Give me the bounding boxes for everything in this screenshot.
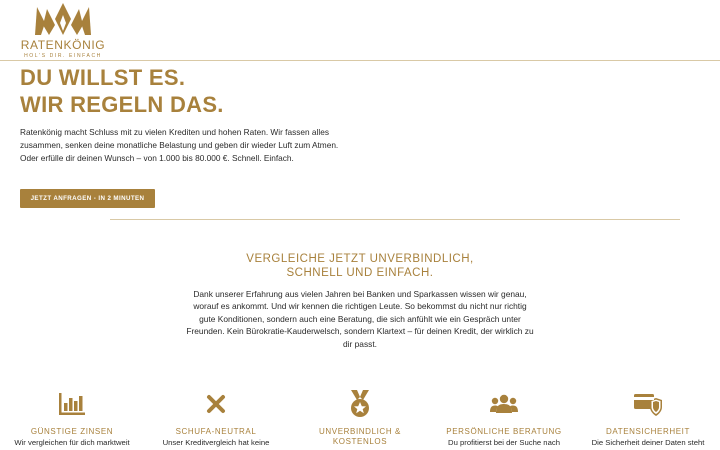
medal-icon [348,390,372,418]
feature-title: GÜNSTIGE ZINSEN [30,427,114,436]
section-divider [110,219,680,220]
site-header [0,0,720,61]
hero-heading-line1: DU WILLST ES. [20,65,186,90]
hero-heading [20,64,224,118]
feature-title: DATENSICHERHEIT [606,427,690,436]
hero-heading-line2: WIR REGELN DAS. [20,92,224,117]
feature-personal-advice [432,391,576,448]
feature-low-interest [0,391,144,448]
feature-description: Wir vergleichen für dich marktweit [14,438,130,447]
feature-schufa-neutral [144,391,288,448]
cross-icon [206,394,226,414]
feature-description: Du profitierst bei der Suche nach [448,438,560,447]
feature-title: PERSÖNLICHE BERATUNG [446,427,562,436]
compare-text: Dank unserer Erfahrung aus vielen Jahren bei Banken und Sparkassen wissen wir genau, worauf es ankommt. Und wir kennen die richtigen Leute. So bekommst du nicht nur richtig gute Konditionen, sondern auch eine Beratung, die sich anfühlt wie ein Gespräch unter Freunden. Kein Bürokratie-Kauderwelsch, sondern Klartext – für deinen Kredit, der wirklich zu dir passt. [186,289,534,349]
users-icon [490,394,518,414]
feature-free-noncommittal [288,391,432,447]
compare-heading [200,252,520,280]
feature-title-line1: UNVERBINDLICH & [319,427,401,436]
crown-icon [35,3,91,37]
logo-tagline: HOL'S DIR. EINFACH [24,53,102,59]
compare-heading-line2: SCHNELL UND EINFACH. [286,267,434,279]
compare-heading-line1: VERGLEICHE JETZT UNVERBINDLICH, [246,253,474,265]
logo-name: RATENKÖNIG [20,38,106,52]
feature-description: Unser Kreditvergleich hat keine [162,438,270,447]
shield-card-icon [634,392,662,416]
request-now-button[interactable]: JETZT ANFRAGEN - IN 2 MINUTEN [20,189,155,208]
feature-title [288,427,432,447]
chart-icon [59,393,85,415]
feature-data-security [576,391,720,448]
feature-description: Die Sicherheit deiner Daten steht [591,438,705,447]
feature-title-line2: KOSTENLOS [332,437,388,446]
hero-text: Ratenkönig macht Schluss mit zu vielen Krediten und hohen Raten. Wir fassen alles zusammen, senken deine monatliche Belastung und geben dir wieder Luft zum Atmen. Oder erfülle dir deinen Wunsch – von 1.000 bis 80.000 €. Schnell. Einfach. [20,127,339,163]
feature-title: SCHUFA-NEUTRAL [175,427,257,436]
logo[interactable] [20,3,106,59]
